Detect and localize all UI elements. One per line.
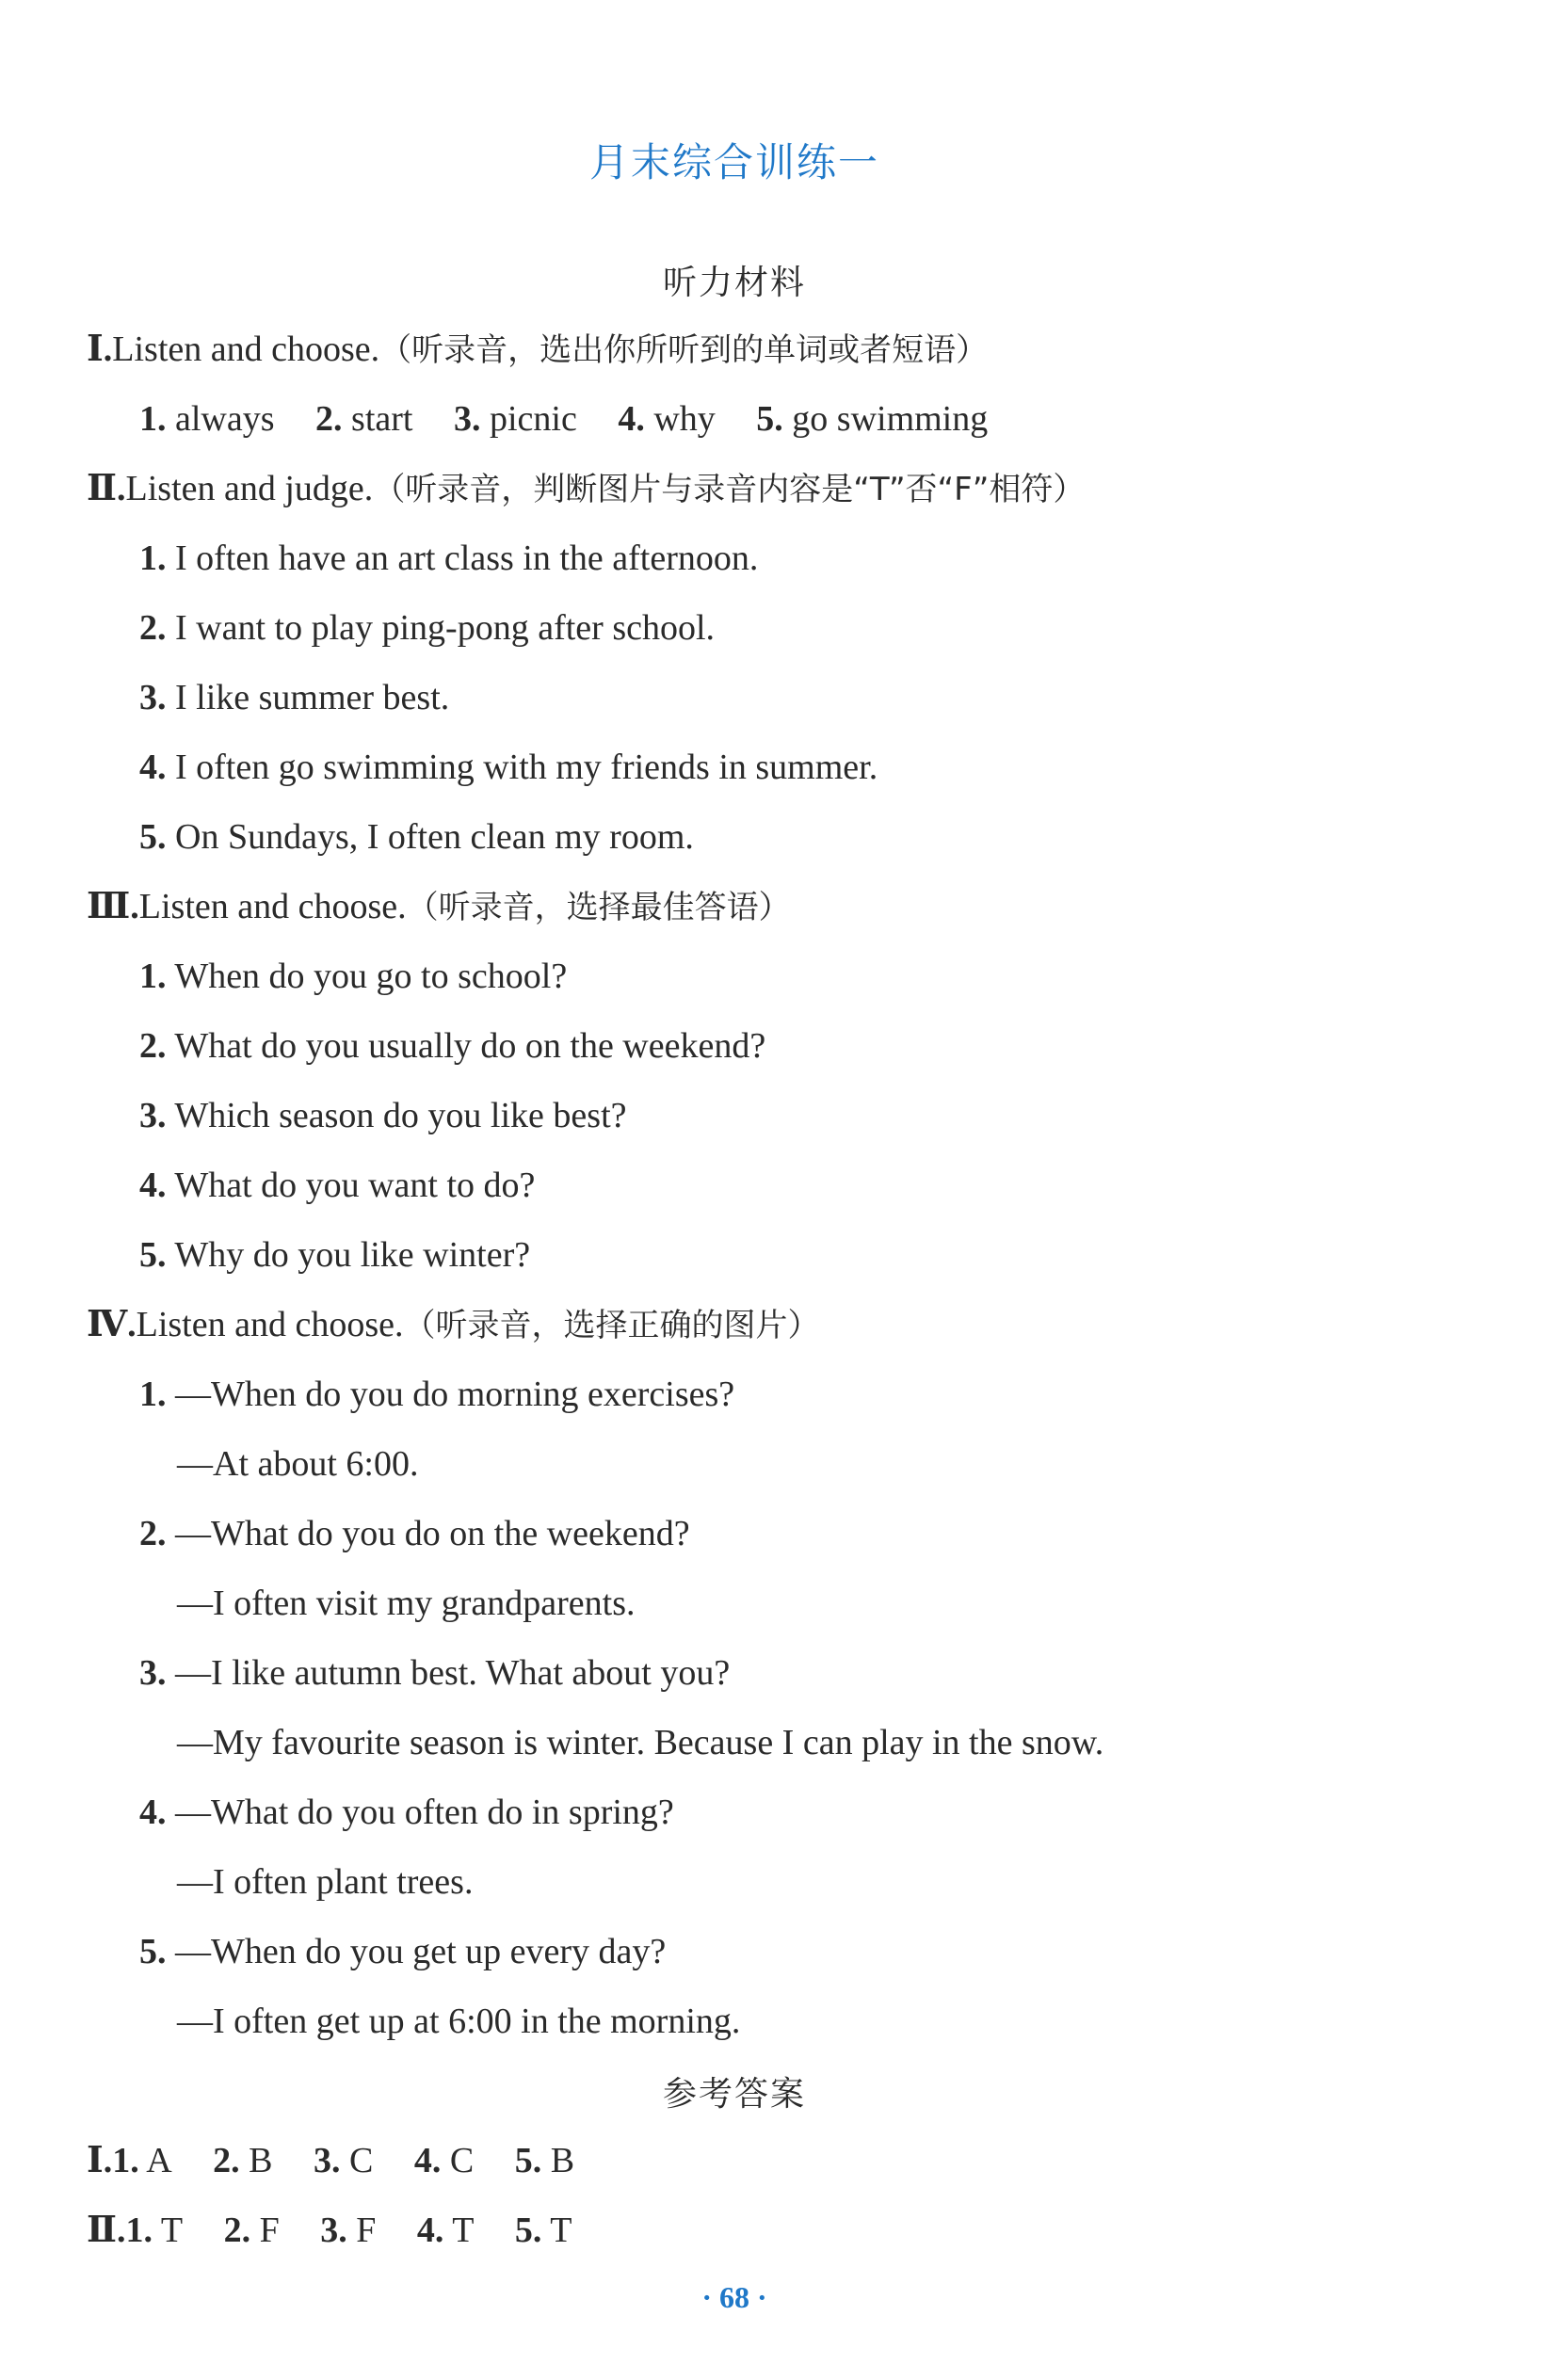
option-text: picnic bbox=[489, 399, 577, 439]
answer-value: A bbox=[146, 2141, 172, 2180]
answer-value: C bbox=[449, 2141, 475, 2180]
section-3-title: Listen and choose. bbox=[138, 887, 407, 926]
option-text: always bbox=[175, 399, 275, 439]
list-item bbox=[139, 676, 449, 719]
item-text: When do you go to school? bbox=[174, 957, 568, 996]
item-text: Which season do you like best? bbox=[174, 1096, 627, 1135]
option-text: why bbox=[653, 399, 716, 439]
section-4-note: （听录音，选择正确的图片） bbox=[403, 1307, 820, 1344]
item-number: 4. bbox=[139, 748, 167, 787]
answer-value: T bbox=[550, 2211, 572, 2250]
option-number: 3. bbox=[453, 399, 481, 439]
list-item bbox=[139, 1094, 627, 1137]
answer-value: B bbox=[550, 2141, 575, 2180]
answer-value: C bbox=[349, 2141, 374, 2180]
dialog-answer: —I often plant trees. bbox=[177, 1862, 474, 1902]
item-text: I often go swimming with my friends in summer. bbox=[175, 748, 878, 787]
answer-value: T bbox=[452, 2211, 475, 2250]
section-3-numeral: Ⅲ. bbox=[87, 887, 139, 926]
answer-value: B bbox=[249, 2141, 273, 2180]
list-item bbox=[139, 955, 567, 998]
dialog-q-text: —What do you often do in spring? bbox=[175, 1793, 674, 1832]
item-text: Why do you like winter? bbox=[174, 1235, 531, 1275]
item-text: I like summer best. bbox=[175, 678, 450, 717]
answer-row-1 bbox=[87, 2139, 574, 2182]
answer-number: 2. bbox=[213, 2141, 240, 2180]
item-number: 2. bbox=[139, 608, 167, 648]
item-text: I want to play ping-pong after school. bbox=[175, 608, 716, 648]
item-number: 1. bbox=[139, 1375, 167, 1414]
dialog-answer: —At about 6:00. bbox=[177, 1444, 419, 1484]
section-1-note: （听录音，选出你所听到的单词或者短语） bbox=[379, 331, 989, 369]
dialog-q-text: —What do you do on the weekend? bbox=[175, 1514, 690, 1553]
option-text: start bbox=[351, 399, 413, 439]
section-4-numeral: Ⅳ. bbox=[87, 1305, 137, 1344]
item-number: 1. bbox=[139, 539, 167, 578]
section-3-note: （听录音，选择最佳答语） bbox=[406, 889, 791, 926]
item-text: I often have an art class in the afternoon. bbox=[175, 539, 759, 578]
item-number: 3. bbox=[139, 678, 167, 717]
dialog-q-text: —When do you do morning exercises? bbox=[175, 1375, 735, 1414]
answer-numeral: Ⅰ. bbox=[87, 2141, 113, 2180]
page-number: · 68 · bbox=[701, 2280, 767, 2314]
dialog-q-text: —When do you get up every day? bbox=[175, 1932, 667, 1971]
item-number: 3. bbox=[139, 1096, 167, 1135]
item-number: 4. bbox=[139, 1166, 167, 1205]
dialog-question bbox=[139, 1373, 734, 1416]
option-number: 2. bbox=[315, 399, 343, 439]
item-number: 1. bbox=[139, 957, 167, 996]
item-text: What do you want to do? bbox=[174, 1166, 536, 1205]
answer-number: 3. bbox=[314, 2141, 341, 2180]
list-item bbox=[139, 537, 758, 580]
section-1-options bbox=[139, 397, 988, 441]
section-4-header bbox=[87, 1303, 820, 1347]
item-number: 4. bbox=[139, 1793, 167, 1832]
answer-number: 2. bbox=[223, 2211, 251, 2250]
dialog-question bbox=[139, 1791, 674, 1834]
answer-number: 4. bbox=[416, 2211, 444, 2250]
item-text: What do you usually do on the weekend? bbox=[174, 1026, 766, 1066]
answer-value: F bbox=[259, 2211, 280, 2250]
option-text: go swimming bbox=[792, 399, 989, 439]
dialog-q-text: —I like autumn best. What about you? bbox=[175, 1653, 731, 1693]
list-item bbox=[139, 1233, 530, 1277]
dialog-answer: —I often visit my grandparents. bbox=[177, 1584, 636, 1623]
answer-number: 5. bbox=[514, 2141, 542, 2180]
dialog-question bbox=[139, 1512, 690, 1555]
page-title: 月末综合训练一 bbox=[588, 139, 879, 185]
dialog-answer: —I often get up at 6:00 in the morning. bbox=[177, 2002, 741, 2041]
list-item bbox=[139, 746, 878, 789]
section-2-header bbox=[87, 467, 1085, 511]
dialog-question bbox=[139, 1930, 666, 1973]
answer-value: F bbox=[356, 2211, 377, 2250]
option-number: 4. bbox=[618, 399, 645, 439]
section-2-numeral: Ⅱ. bbox=[87, 469, 126, 508]
answer-row-2 bbox=[87, 2209, 572, 2252]
item-number: 2. bbox=[139, 1026, 167, 1066]
item-number: 5. bbox=[139, 1932, 167, 1971]
answer-numeral: Ⅱ. bbox=[87, 2211, 126, 2250]
answer-value: T bbox=[160, 2211, 184, 2250]
listening-heading: 听力材料 bbox=[662, 264, 806, 302]
option-number: 5. bbox=[756, 399, 783, 439]
section-3-header bbox=[87, 885, 791, 929]
section-1-title: Listen and choose. bbox=[112, 330, 380, 369]
section-2-note: （听录音，判断图片与录音内容是“T”否“F”相符） bbox=[373, 471, 1086, 508]
section-1-numeral: Ⅰ. bbox=[87, 330, 113, 369]
answer-number: 1. bbox=[112, 2141, 139, 2180]
section-4-title: Listen and choose. bbox=[136, 1305, 404, 1344]
answer-number: 5. bbox=[514, 2211, 542, 2250]
option-number: 1. bbox=[139, 399, 167, 439]
item-number: 2. bbox=[139, 1514, 167, 1553]
item-number: 3. bbox=[139, 1653, 167, 1693]
dialog-question bbox=[139, 1651, 730, 1695]
item-number: 5. bbox=[139, 1235, 167, 1275]
list-item bbox=[139, 1024, 765, 1068]
answers-heading: 参考答案 bbox=[662, 2075, 806, 2114]
dialog-answer: —My favourite season is winter. Because I can play in the snow. bbox=[177, 1723, 1104, 1762]
item-number: 5. bbox=[139, 817, 167, 857]
section-1-header bbox=[87, 328, 988, 372]
list-item bbox=[139, 606, 715, 650]
item-text: On Sundays, I often clean my room. bbox=[175, 817, 694, 857]
answer-number: 4. bbox=[413, 2141, 442, 2180]
answer-number: 1. bbox=[125, 2211, 153, 2250]
list-item bbox=[139, 815, 694, 859]
list-item bbox=[139, 1164, 535, 1207]
answer-number: 3. bbox=[320, 2211, 347, 2250]
section-2-title: Listen and judge. bbox=[125, 469, 374, 508]
